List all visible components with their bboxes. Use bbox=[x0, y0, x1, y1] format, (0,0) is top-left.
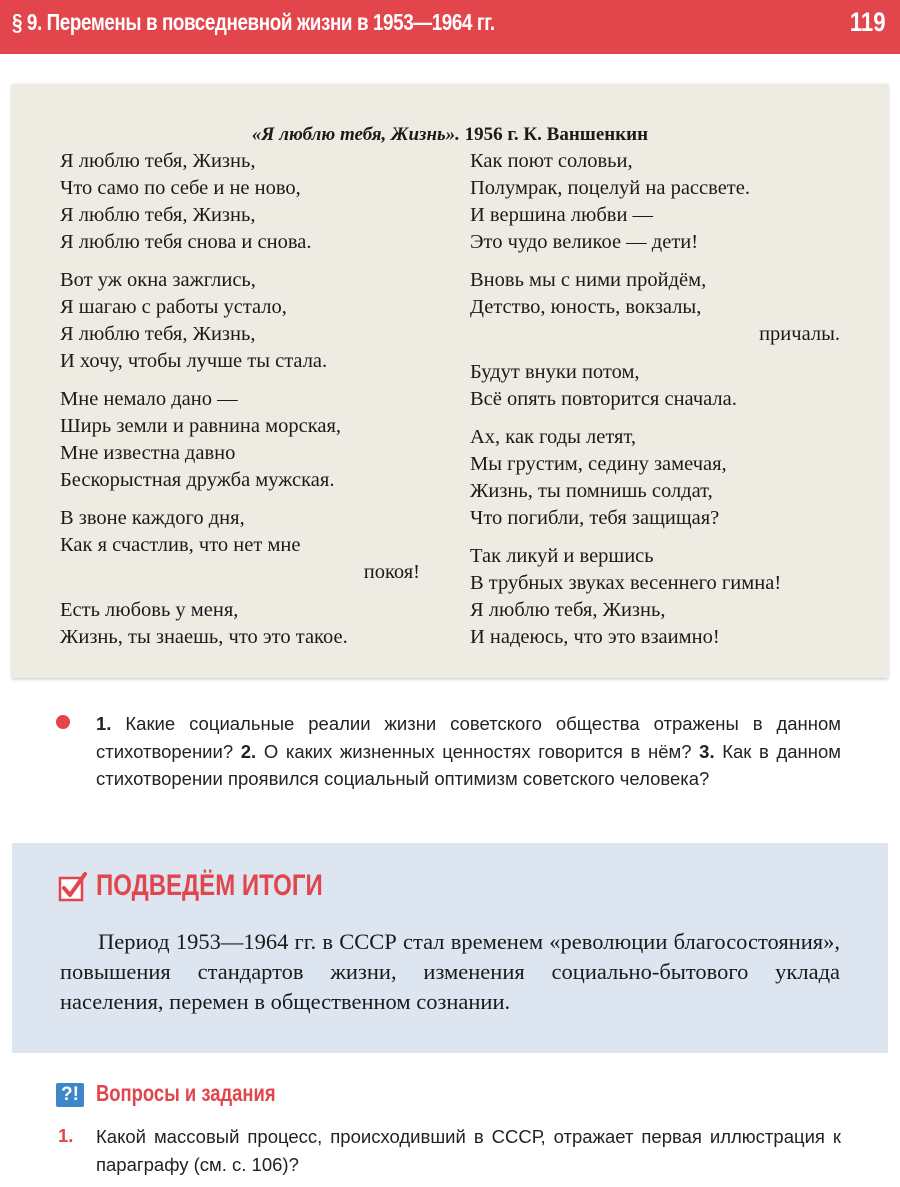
poem-line: Полумрак, поцелуй на рассвете. bbox=[470, 177, 750, 199]
poem-title bbox=[12, 124, 888, 146]
poem-line: В звоне каждого дня, bbox=[60, 507, 245, 529]
poem-line: Что погибли, тебя защищая? bbox=[470, 507, 720, 529]
question-3-text: Как в данном стихотворении проявился социальный оптимизм советского человека? bbox=[96, 740, 841, 789]
poem-line: Детство, юность, вокзалы, bbox=[470, 296, 702, 318]
poem-line: покоя! bbox=[363, 561, 420, 583]
poem-line: В трубных звуках весеннего гимна! bbox=[470, 572, 782, 594]
poem-title-author: 1956 г. К. Ваншенкин bbox=[459, 124, 649, 145]
poem-stanza bbox=[60, 597, 420, 651]
poem-line: Так ликуй и вершись bbox=[470, 545, 654, 567]
poem-line: Я люблю тебя, Жизнь, bbox=[60, 323, 256, 345]
checkbox-check-icon bbox=[58, 872, 88, 902]
poem-box bbox=[12, 84, 888, 678]
poem-line: Ах, как годы летят, bbox=[470, 426, 637, 448]
question-1-text: Какие социальные реалии жизни советского общества отражены в данном стихотворении? bbox=[96, 713, 841, 762]
question-3-number: 3. bbox=[699, 740, 715, 762]
poem-line: Будут внуки потом, bbox=[470, 361, 640, 383]
poem-stanza bbox=[60, 267, 420, 375]
poem-line: Я шагаю с работы устало, bbox=[60, 296, 287, 318]
poem-stanza bbox=[470, 267, 840, 348]
poem-line: Это чудо великое — дети! bbox=[470, 231, 699, 253]
poem-line: Мне немало дано — bbox=[60, 388, 238, 410]
question-1-number: 1. bbox=[96, 713, 112, 734]
poem-stanza bbox=[470, 359, 840, 413]
page-header bbox=[0, 0, 900, 54]
tasks-heading: Вопросы и задания bbox=[96, 1080, 276, 1106]
task-1-number: 1. bbox=[58, 1125, 74, 1146]
poem-line: И хочу, чтобы лучше ты стала. bbox=[60, 350, 328, 372]
section-title: § 9. Перемены в повседневной жизни в 1953—1964 гг. bbox=[12, 9, 495, 35]
poem-line: Я люблю тебя, Жизнь, bbox=[60, 150, 256, 172]
red-bullet-icon bbox=[56, 715, 70, 729]
poem-line: Как я счастлив, что нет мне bbox=[60, 534, 301, 556]
summary-heading: ПОДВЕДЁМ ИТОГИ bbox=[96, 869, 323, 902]
poem-line: Жизнь, ты помнишь солдат, bbox=[470, 480, 713, 502]
poem-line: Есть любовь у меня, bbox=[60, 599, 239, 621]
poem-line: Как поют соловьи, bbox=[470, 150, 633, 172]
poem-line: И надеюсь, что это взаимно! bbox=[470, 626, 720, 648]
poem-column-left bbox=[60, 148, 420, 662]
poem-line: Что само по себе и не ново, bbox=[60, 177, 301, 199]
poem-line: Я люблю тебя, Жизнь, bbox=[60, 204, 256, 226]
poem-line: И вершина любви — bbox=[470, 204, 654, 226]
summary-text: Период 1953—1964 гг. в СССР стал временем «революции благосостояния», повышения стандартов жизни, изменения социально-бытового уклада населения, перемен в общественном сознании. bbox=[60, 929, 840, 1014]
poem-line: Вновь мы с ними пройдём, bbox=[470, 269, 707, 291]
poem-line: Ширь земли и равнина морская, bbox=[60, 415, 342, 437]
poem-column-right bbox=[470, 148, 840, 662]
poem-line: Жизнь, ты знаешь, что это такое. bbox=[60, 626, 348, 648]
poem-line: Я люблю тебя, Жизнь, bbox=[470, 599, 666, 621]
poem-questions bbox=[96, 710, 841, 793]
poem-title-name: «Я люблю тебя, Жизнь». bbox=[251, 124, 460, 145]
poem-stanza bbox=[470, 543, 840, 651]
question-exclamation-icon: ?! bbox=[56, 1083, 84, 1107]
poem-line: Я люблю тебя снова и снова. bbox=[60, 231, 312, 253]
poem-line: Бескорыстная дружба мужская. bbox=[60, 469, 335, 491]
poem-line: причалы. bbox=[759, 323, 840, 345]
poem-line: Всё опять повторится сначала. bbox=[470, 388, 737, 410]
task-1-text: Какой массовый процесс, происходивший в СССР, отражает первая иллюстрация к параграфу (см. с. 106)? bbox=[96, 1126, 841, 1175]
question-2-text: О каких жизненных ценностях говорится в нём? bbox=[256, 740, 700, 762]
page-number: 119 bbox=[850, 7, 886, 37]
poem-stanza bbox=[470, 424, 840, 532]
poem-line: Мы грустим, седину замечая, bbox=[470, 453, 727, 475]
poem-line: Вот уж окна зажглись, bbox=[60, 269, 256, 291]
poem-stanza bbox=[60, 505, 420, 586]
question-2-number: 2. bbox=[240, 740, 257, 762]
poem-stanza bbox=[60, 148, 420, 256]
poem-stanza bbox=[470, 148, 840, 256]
poem-stanza bbox=[60, 386, 420, 494]
summary-box bbox=[12, 843, 888, 1053]
poem-line: Мне известна давно bbox=[60, 442, 236, 464]
